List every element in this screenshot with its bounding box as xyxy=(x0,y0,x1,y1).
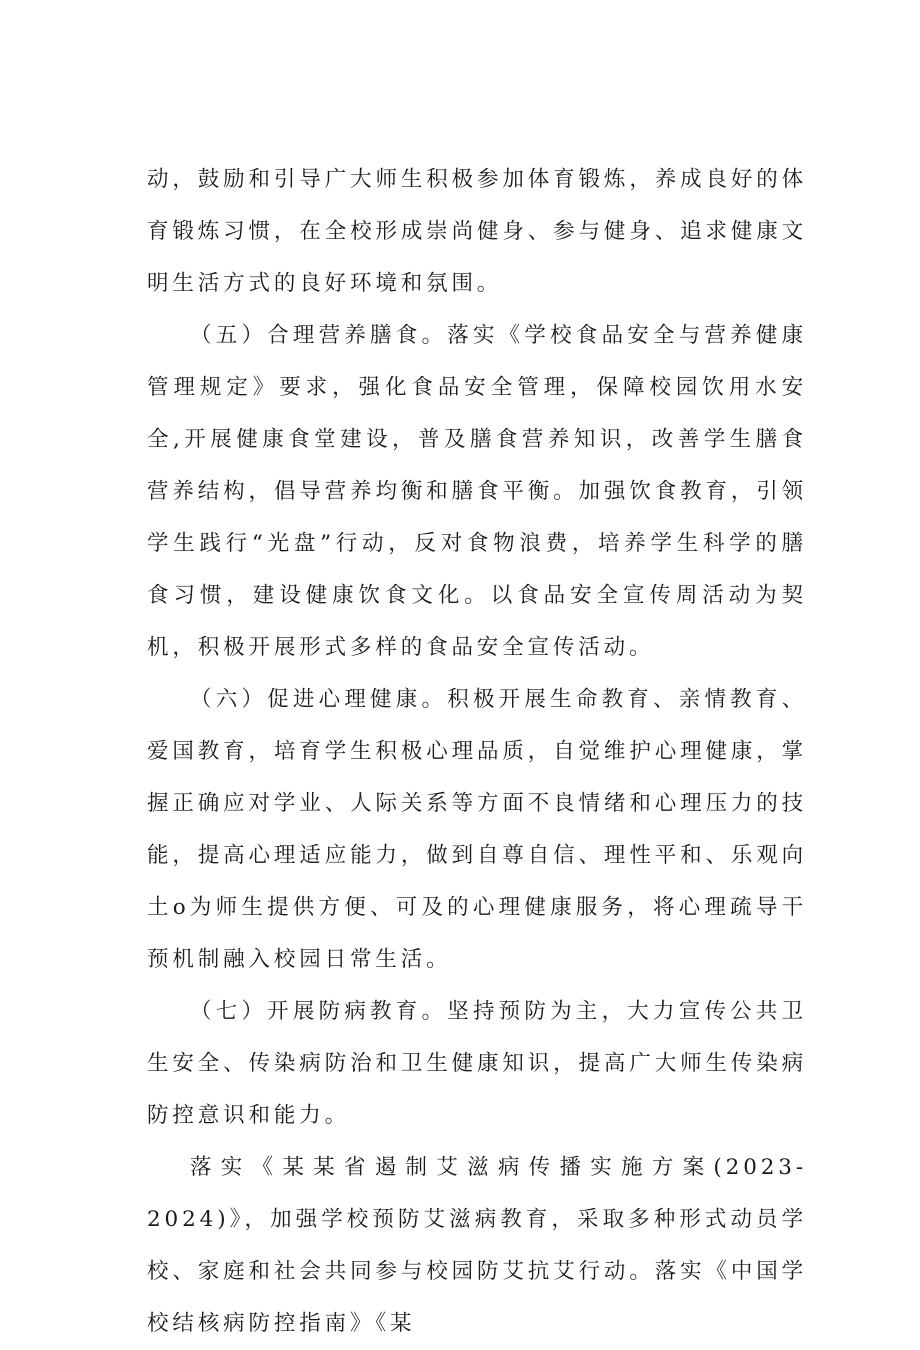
paragraph-section-six-mental-health: （六）促进心理健康。积极开展生命教育、亲情教育、爱国教育，培育学生积极心理品质，自觉维护心理健康，掌握正确应对学业、人际关系等方面不良情绪和心理压力的技能，提高心理适应能力，做到自尊自信、理性平和、乐观向土o为师生提供方便、可及的心理健康服务，将心理疏导干预机制融入校园日常生活。 xyxy=(147,687,807,972)
paragraph-section-five-nutrition: （五）合理营养膳食。落实《学校食品安全与营养健康管理规定》要求，强化食品安全管理，保障校园饮用水安全,开展健康食堂建设，普及膳食营养知识，改善学生膳食营养结构，倡导营养均衡和膳食平衡。加强饮食教育，引领学生践行“光盘”行动，反对食物浪费，培养学生科学的膳食习惯，建设健康饮食文化。以食品安全宣传周活动为契机，积极开展形式多样的食品安全宣传活动。 xyxy=(147,323,807,660)
paragraph-section-seven-disease-prevention: （七）开展防病教育。坚持预防为主，大力宣传公共卫生安全、传染病防治和卫生健康知识，提高广大师生传染病防控意识和能力。 xyxy=(147,999,807,1128)
paragraph-aids-prevention: 落实《某某省遏制艾滋病传播实施方案(2023-2024)》，加强学校预防艾滋病教育，采取多种形式动员学校、家庭和社会共同参与校园防艾抗艾行动。落实《中国学校结核病防控指南》《某 xyxy=(147,1155,807,1336)
document-body xyxy=(147,154,807,1350)
paragraph-continuation: 动，鼓励和引导广大师生积极参加体育锻炼，养成良好的体育锻炼习惯，在全校形成崇尚健身、参与健身、追求健康文明生活方式的良好环境和氛围。 xyxy=(147,167,807,296)
